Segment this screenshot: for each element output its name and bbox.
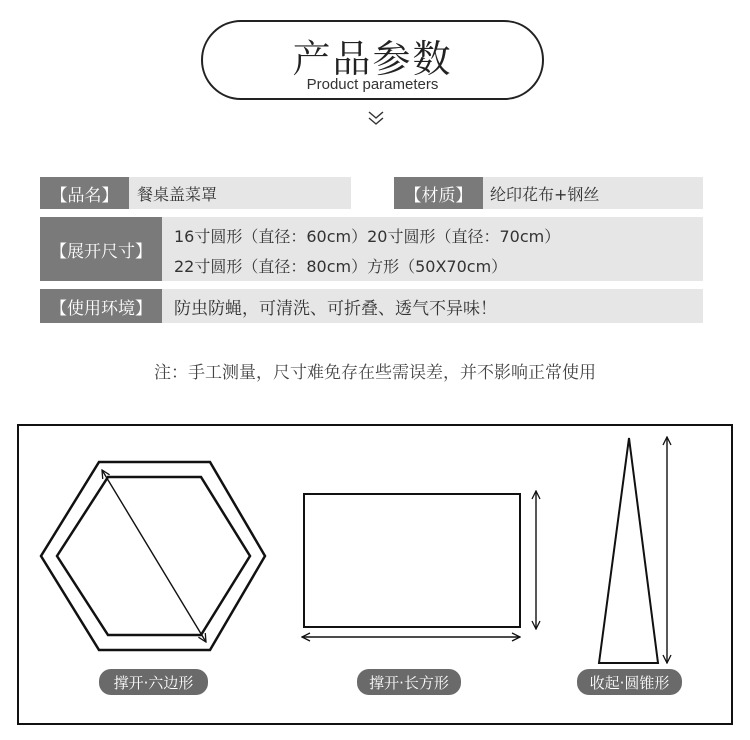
page-title: 产品参数: [292, 37, 453, 81]
rectangle-label: 撑开·长方形: [357, 669, 461, 695]
material-value: 纶印花布+钢丝: [490, 184, 600, 204]
page-subtitle: Product parameters: [306, 76, 439, 93]
env-label: 【使用环境】: [40, 289, 162, 323]
cone-label: 收起·圆锥形: [577, 669, 682, 695]
rectangle-shape: [302, 491, 536, 637]
name-label: 【品名】: [40, 177, 129, 209]
size-label: 【展开尺寸】: [40, 217, 162, 281]
env-value: 防虫防蝇，可清洗、可折叠、透气不异味！: [174, 298, 497, 319]
cone-shape: [599, 437, 667, 663]
measurement-note: 注：手工测量，尺寸难免存在些需误差，并不影响正常使用: [154, 363, 596, 383]
material-label: 【材质】: [394, 177, 483, 209]
hexagon-label: 撑开·六边形: [99, 669, 208, 695]
size-line-2: 22寸圆形（直径：80cm）方形（50X70cm）: [174, 256, 508, 276]
size-line-1: 16寸圆形（直径：60cm）20寸圆形（直径：70cm）: [174, 226, 561, 246]
name-value: 餐桌盖菜罩: [137, 184, 218, 204]
hexagon-shape: [41, 462, 265, 650]
